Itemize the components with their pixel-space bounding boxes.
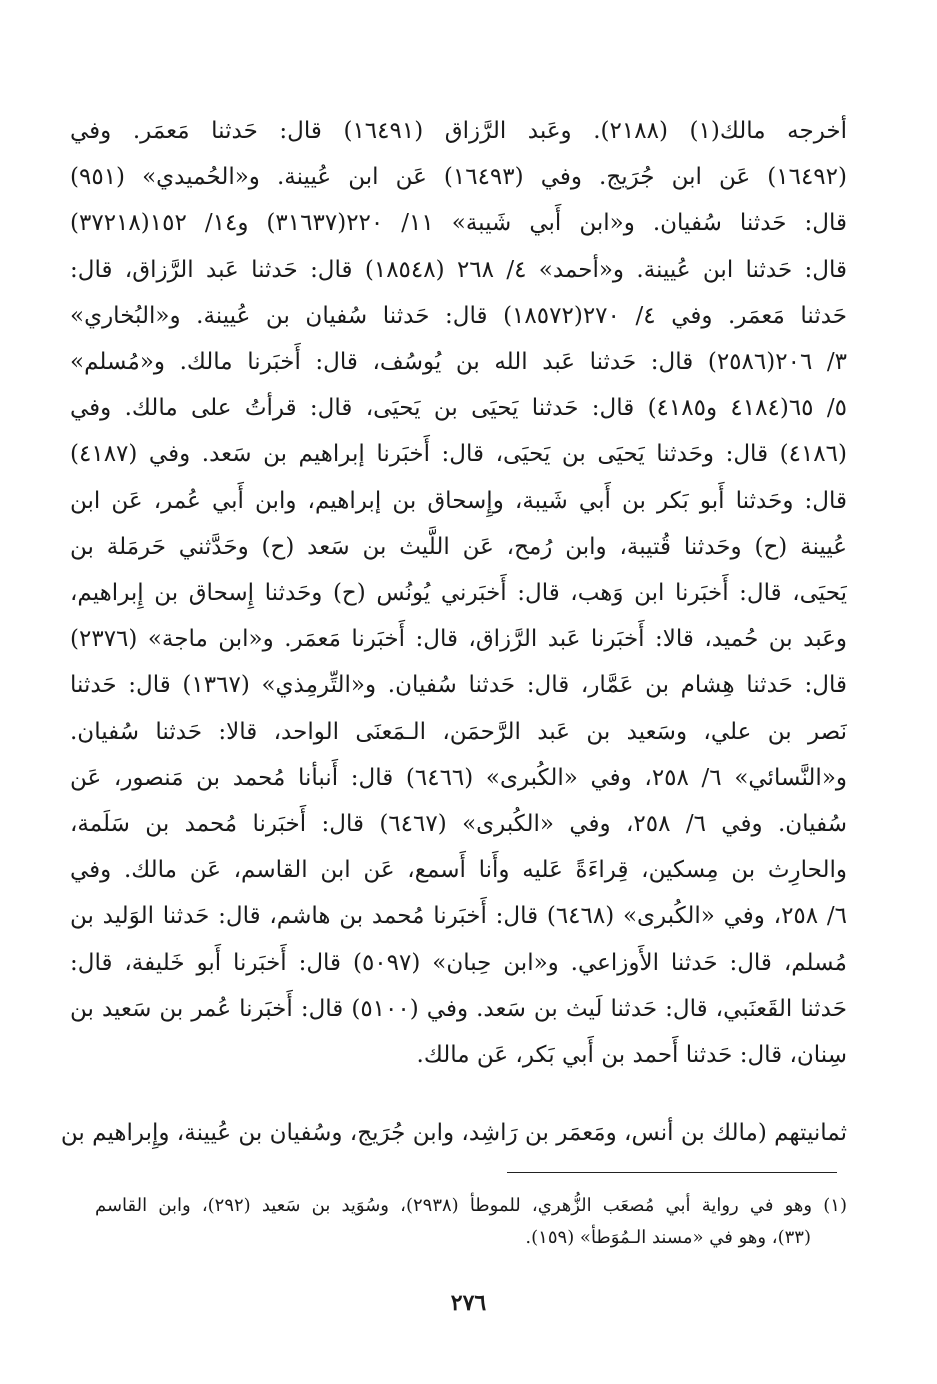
text-line: عُيينة (ح) وحَدثنا قُتيبة، وابن رُمح، عَن اللَّيث بن سَعد (ح) وحَدَّثني حَرمَلة بن	[70, 533, 847, 560]
text-line: قال: حَدثنا ابن عُيينة. و«أحمد» ٤/ ٢٦٨ (١٨٥٤٨) قال: حَدثنا عَبد الرَّزاق، قال:	[70, 256, 847, 283]
text-line: نَصر بن علي، وسَعيد بن عَبد الرَّحمَن، الـمَعنَى الواحد، قالا: حَدثنا سُفيان.	[70, 718, 847, 745]
main-text-block	[70, 108, 847, 1078]
text-line: حَدثنا القَعنَبي، قال: حَدثنا لَيث بن سَعد. وفي (٥١٠٠) قال: أَخبَرنا عُمر بن سَعيد بن	[70, 995, 847, 1022]
text-line: ٦/ ٢٥٨، وفي «الكُبرى» (٦٤٦٨) قال: أَخبَرنا مُحمد بن هاشم، قال: حَدثنا الوَليد بن	[70, 903, 847, 930]
footnote	[95, 1190, 847, 1254]
text-line: قال: حَدثنا سُفيان. و«ابن أَبي شَيبة» ١١/ ٢٢٠(٣١٦٣٧) و١٤/ ١٥٢(٣٧٢١٨)	[70, 210, 847, 237]
text-line: حَدثنا مَعمَر. وفي ٤/ ٢٧٠(١٨٥٧٢) قال: حَدثنا سُفيان بن عُيينة. و«البُخاري»	[70, 302, 847, 329]
text-line: (٤١٨٦) قال: وحَدثنا يَحيَى بن يَحيَى، قال: أَخبَرنا إبراهيم بن سَعد. وفي (٤١٨٧)	[70, 441, 847, 468]
second-paragraph: ثمانيتهم (مالك بن أنس، ومَعمَر بن رَاشِد، وابن جُرَيج، وسُفيان بن عُيينة، وإِبراهيم بن	[60, 1120, 847, 1146]
text-line: (١٦٤٩٢) عَن ابن جُرَيج. وفي (١٦٤٩٣) عَن ابن عُيينة. و«الحُميدي» (٩٥١)	[70, 164, 847, 191]
text-line: ٥/ ٦٥(٤١٨٤ و٤١٨٥) قال: حَدثنا يَحيَى بن يَحيَى، قال: قرأتُ على مالك. وفي	[70, 395, 847, 422]
text-line: والحارِث بن مِسكين، قِراءَةً عَليه وأَنا أَسمع، عَن ابن القاسم، عَن مالك. وفي	[70, 857, 847, 884]
text-line: أخرجه مالك(١) (٢١٨٨). وعَبد الرَّزاق (١٦٤٩١) قال: حَدثنا مَعمَر. وفي	[70, 118, 847, 144]
text-line: سُفيان. وفي ٦/ ٢٥٨، وفي «الكُبرى» (٦٤٦٧) قال: أَخبَرنا مُحمد بن سَلَمة،	[70, 811, 847, 838]
text-line: ٣/ ٢٠٦(٢٥٨٦) قال: حَدثنا عَبد الله بن يُوسُف، قال: أَخبَرنا مالك. و«مُسلم»	[70, 349, 847, 376]
text-line: قال: وحَدثنا أَبو بَكر بن أَبي شَيبة، وإِسحاق بن إبراهيم، وابن أَبي عُمر، عَن ابن	[70, 487, 847, 514]
footnote-line: (١) وهو في رواية أبي مُصعَب الزُّهري، للموطأ (٢٩٣٨)، وسُوَيد بن سَعيد (٢٩٢)، وابن القاسم	[95, 1195, 847, 1216]
page-number: ٢٧٦	[450, 1290, 487, 1316]
text-line: سِنان، قال: حَدثنا أَحمد بن أَبي بَكر، عَن مالك.	[416, 1042, 847, 1069]
footnote-separator	[507, 1172, 837, 1173]
text-line: قال: حَدثنا هِشام بن عَمَّار، قال: حَدثنا سُفيان. و«التِّرمِذي» (١٣٦٧) قال: حَدثنا	[70, 672, 847, 699]
text-line: وعَبد بن حُميد، قالا: أَخبَرنا عَبد الرَّزاق، قال: أَخبَرنا مَعمَر. و«ابن ماجة» (٢٣٧٦)	[70, 626, 847, 653]
footnote-line: (٣٣)، وهو في «مسند الـمُوَطأ» (١٥٩).	[525, 1227, 811, 1248]
text-line: و«النَّسائي» ٦/ ٢٥٨، وفي «الكُبرى» (٦٤٦٦) قال: أَنبأنا مُحمد بن مَنصور، عَن	[70, 764, 847, 791]
text-line: مُسلم، قال: حَدثنا الأَوزاعي. و«ابن حِبان» (٥٠٩٧) قال: أَخبَرنا أَبو خَليفة، قال:	[70, 949, 847, 976]
text-line: يَحيَى، قال: أَخبَرنا ابن وَهب، قال: أَخبَرني يُونُس (ح) وحَدثنا إِسحاق بن إِبراهيم،	[70, 580, 847, 607]
